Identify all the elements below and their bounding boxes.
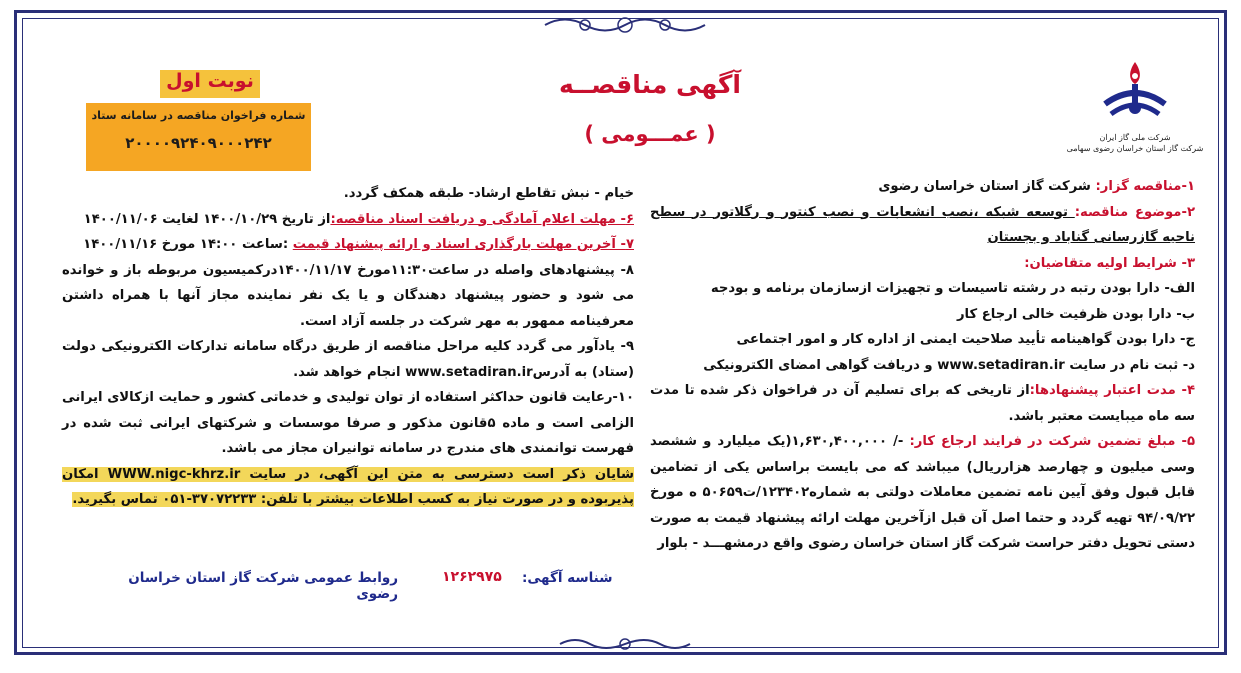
ad-id-value: ۱۲۶۲۹۷۵ — [442, 569, 502, 585]
item-6 — [62, 207, 634, 233]
logo-caption-line2: شرکت گاز استان خراسان رضوی سهامی — [1066, 144, 1204, 153]
item-3a: الف- دارا بودن رتبه در رشته تاسیسات و تجهیزات ازسازمان برنامه و بودجه — [710, 281, 1195, 296]
item-4-label: ۴- مدت اعتبار پیشنهادها: — [1029, 383, 1195, 398]
item-3 — [650, 251, 1195, 277]
item-3d: د- ثبت نام در سایت www.setadiran.ir و دریافت گواهی امضای الکترونیکی — [703, 357, 1195, 373]
item-1-text: شرکت گاز استان خراسان رضوی — [878, 179, 1096, 194]
item-2-text: توسعه شبکه ،نصب انشعابات و نصب کنتور و رگلاتور در سطح ناحیه گازرسانی گناباد و بجستان — [650, 204, 1195, 245]
page-title: آگهی مناقصــه — [559, 70, 741, 99]
call-number-label: شماره فراخوان مناقصه در سامانه ستاد — [91, 109, 306, 122]
top-ornament-icon — [540, 14, 710, 36]
round-badge: نوبت اول — [160, 70, 260, 98]
item-5-text: -/ ۱,۶۳۰,۴۰۰,۰۰۰(یک میلیارد و ششصد وسی میلیون و چهارصد هزارریال) میباشد که می بایست براساس یکی از تضامین قابل قبول وفق آیین نامه تضمین معاملات دولتی به شماره۱۲۳۴۰۲/ت۵۰۶۵۹ ه مورخ ۹۴/۰۹/۲۲ تهیه گردد و حتما اصل آن قبل ازآخرین مهلت ارائه پیشنهاد قیمت به صورت دستی تحویل دفتر حراست شرکت گاز استان خراسان رضوی واقع درمشهـــد - بلوار — [650, 434, 1195, 551]
closing-note-text: شایان ذکر است دسترسی به متن این آگهی، در سایت WWW.nigc-khrz.ir امکان پذیربوده و در صورت نیاز به کسب اطلاعات بیشتر با تلفن: ۳۷۰۷۲۲۳۳-۰۵۱ تماس بگیرید. — [62, 466, 635, 507]
item-5-label: ۵- مبلغ تضمین شرکت در فرایند ارجاع کار: — [909, 434, 1196, 449]
item-9: ۹- یادآور می گردد کلیه مراحل مناقصه از طریق درگاه سامانه تدارکات الکترونیکی دولت (ستاد) به آدرسwww.setadiran.ir انجام خواهد شد. — [62, 339, 634, 380]
item-8: ۸- پیشنهادهای واصله در ساعت۱۱:۳۰مورخ ۱۴۰۰/۱۱/۱۷درکمیسیون مربوطه باز و خوانده می شود و حضور پیشنهاد دهندگان و یا یک نفر نماینده مجاز آنها با همراه داشتن معرفینامه ممهور به مهر شرکت در جلسه آزاد است. — [62, 262, 634, 329]
gas-company-logo-icon — [1095, 58, 1175, 128]
call-number-value: ۲۰۰۰۰۹۲۴۰۹۰۰۰۲۴۲ — [125, 134, 272, 152]
item-5 — [650, 429, 1195, 557]
company-logo — [1060, 58, 1210, 168]
item-1-label: ۱-مناقصه گزار: — [1095, 179, 1195, 194]
item-10: ۱۰-رعایت قانون حداکثر استفاده از توان تولیدی و خدماتی کشور و حمایت ازکالای ایرانی الزامی است و ماده ۵قانون مذکور و صرفا موسسات و شرکتهای ایرانی ثبت شده در فهرست توانمندی های مندرج در سامانه توانیران مجاز می باشد. — [62, 390, 634, 456]
page-subtitle: ( عمـــومی ) — [584, 122, 716, 146]
closing-note — [62, 462, 634, 513]
item-7-label: ۷- آخرین مهلت بارگذاری اسناد و ارائه پیشنهاد قیمت — [292, 237, 634, 252]
item-6-text: از تاریخ ۱۴۰۰/۱۰/۲۹ لغایت ۱۴۰۰/۱۱/۰۶ — [83, 211, 331, 227]
call-number-box — [86, 103, 311, 171]
right-column — [650, 174, 1195, 557]
item-7-text: :ساعت ۱۴:۰۰ مورخ ۱۴۰۰/۱۱/۱۶ — [83, 237, 293, 252]
ad-id-label: شناسه آگهی: — [522, 570, 613, 586]
item-7 — [62, 232, 634, 258]
item-2-label: ۲-موضوع مناقصه: — [1074, 204, 1195, 220]
item-4 — [650, 378, 1195, 429]
public-relations-signature: روابط عمومی شرکت گاز استان خراسان رضوی — [128, 570, 398, 602]
item-3-label: ۳- شرایط اولیه متقاضیان: — [1024, 255, 1195, 271]
item-3c: ج- دارا بودن گواهینامه تأیید صلاحیت ایمنی از اداره کار و امور اجتماعی — [736, 332, 1195, 347]
left-column — [62, 181, 634, 513]
item-2 — [650, 200, 1195, 251]
item-3b: ب- دارا بودن ظرفیت خالی ارجاع کار — [956, 306, 1195, 322]
bottom-ornament-icon — [555, 636, 695, 652]
logo-caption-line1: شرکت ملی گاز ایران — [1099, 133, 1171, 142]
item-4-text: از تاریخی که برای تسلیم آن در فراخوان ذکر شده تا مدت سه ماه میبایست معتبر باشد. — [650, 383, 1195, 424]
item-1 — [650, 174, 1195, 200]
continuation-text: خیام - نبش تقاطع ارشاد- طبقه همکف گردد. — [343, 186, 634, 201]
item-6-label: ۶- مهلت اعلام آمادگی و دریافت اسناد مناقصه: — [330, 211, 634, 227]
